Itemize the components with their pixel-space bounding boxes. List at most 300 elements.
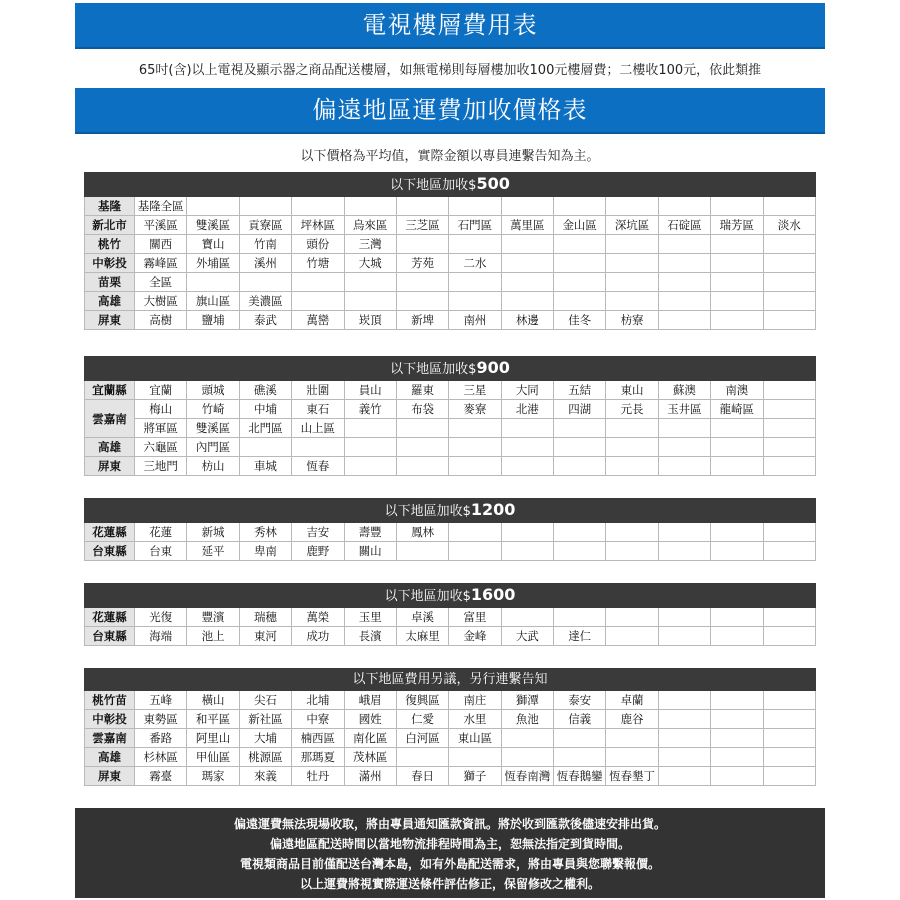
area-cell: 蘇澳 (658, 381, 710, 400)
area-cell: 東勢區 (135, 710, 187, 729)
area-cell (606, 254, 658, 273)
area-cell (501, 197, 553, 216)
area-cell (711, 608, 763, 627)
table-row (85, 523, 816, 542)
table-row (85, 419, 816, 438)
area-cell (396, 438, 448, 457)
table-row (85, 216, 816, 235)
area-cell (606, 523, 658, 542)
area-cell: 台東 (135, 542, 187, 561)
area-cell (606, 438, 658, 457)
area-cell (344, 457, 396, 476)
area-cell: 麥寮 (449, 400, 501, 419)
area-cell: 杉林區 (135, 748, 187, 767)
fee-table-900 (84, 356, 816, 476)
area-cell: 東河 (239, 627, 291, 646)
area-cell (606, 457, 658, 476)
area-cell (763, 400, 816, 419)
area-cell: 池上 (187, 627, 239, 646)
area-cell: 坪林區 (292, 216, 344, 235)
area-cell (711, 419, 763, 438)
area-cell (763, 691, 815, 710)
area-cell: 來義 (239, 767, 291, 786)
table-row (85, 748, 816, 767)
area-cell (763, 608, 816, 627)
area-cell: 信義 (554, 710, 606, 729)
area-cell (658, 608, 710, 627)
area-cell: 秀林 (239, 523, 291, 542)
area-cell (606, 627, 658, 646)
area-cell (344, 273, 396, 292)
area-cell: 雙溪區 (187, 419, 239, 438)
area-cell (658, 457, 710, 476)
area-cell: 霧峰區 (135, 254, 187, 273)
area-cell (711, 710, 763, 729)
area-cell: 豐濱 (187, 608, 239, 627)
region-cell: 苗栗 (85, 273, 135, 292)
area-cell: 楠西區 (292, 729, 344, 748)
area-cell (711, 197, 763, 216)
area-cell (187, 197, 239, 216)
area-cell (554, 419, 606, 438)
area-cell: 車城 (239, 457, 291, 476)
area-cell: 中寮 (292, 710, 344, 729)
area-cell (606, 542, 658, 561)
area-cell (763, 767, 815, 786)
area-cell (606, 273, 658, 292)
region-cell: 基隆 (85, 197, 135, 216)
footer-line: 電視類商品目前僅配送台灣本島，如有外島配送需求，將由專員與您聯繫報價。 (239, 857, 660, 871)
area-cell (501, 729, 553, 748)
area-cell: 羅東 (396, 381, 448, 400)
area-cell (396, 419, 448, 438)
area-cell: 北門區 (239, 419, 291, 438)
region-cell: 屏東 (85, 457, 135, 476)
area-cell: 東山區 (449, 729, 501, 748)
area-cell: 仁愛 (396, 710, 448, 729)
area-cell: 卑南 (239, 542, 291, 561)
region-cell: 高雄 (85, 292, 135, 311)
remote-fee-note: 以下價格為平均值，實際金額以專員連繫告知為主。 (300, 149, 600, 164)
area-cell: 深坑區 (606, 216, 658, 235)
area-cell: 長濱 (344, 627, 396, 646)
footer-line: 偏遠地區配送時間以當地物流排程時間為主，恕無法指定到貨時間。 (269, 837, 630, 851)
area-cell: 尖石 (239, 691, 291, 710)
area-cell: 萬里區 (501, 216, 553, 235)
area-cell (606, 292, 658, 311)
area-cell (554, 254, 606, 273)
area-cell: 石碇區 (658, 216, 710, 235)
table-row (85, 400, 816, 419)
area-cell: 恆春墾丁 (606, 767, 658, 786)
area-cell: 三灣 (344, 235, 396, 254)
area-cell (449, 419, 501, 438)
area-cell: 烏來區 (344, 216, 396, 235)
area-cell (711, 523, 763, 542)
area-cell (239, 197, 291, 216)
area-cell: 大樹區 (135, 292, 187, 311)
region-cell: 桃竹苗 (85, 691, 135, 710)
area-cell: 瑪家 (187, 767, 239, 786)
table-row (85, 254, 816, 273)
table-header-label: 以下地區加收$ (384, 504, 471, 519)
area-cell (554, 292, 606, 311)
area-cell (449, 457, 501, 476)
area-cell: 東山 (606, 381, 658, 400)
area-cell (501, 542, 553, 561)
area-cell (501, 292, 553, 311)
area-cell: 玉里 (344, 608, 396, 627)
area-cell (239, 438, 291, 457)
area-cell (658, 273, 710, 292)
area-cell (344, 292, 396, 311)
area-cell: 礁溪 (239, 381, 291, 400)
table-row (85, 235, 816, 254)
area-cell: 枋寮 (606, 311, 658, 330)
area-cell (658, 523, 710, 542)
table-row (85, 311, 816, 330)
area-cell: 北埔 (292, 691, 344, 710)
table-row (85, 292, 816, 311)
area-cell: 竹南 (239, 235, 291, 254)
area-cell: 延平 (187, 542, 239, 561)
area-cell: 東石 (292, 400, 344, 419)
area-cell (711, 542, 763, 561)
area-cell: 崁頂 (344, 311, 396, 330)
table-row (85, 197, 816, 216)
area-cell (606, 748, 658, 767)
area-cell (292, 292, 344, 311)
footer-notice (75, 808, 825, 898)
area-cell: 鹿谷 (606, 710, 658, 729)
area-cell: 南化區 (344, 729, 396, 748)
area-cell (606, 419, 658, 438)
area-cell (658, 235, 710, 254)
area-cell (501, 457, 553, 476)
area-cell (711, 729, 763, 748)
area-cell: 鹿野 (292, 542, 344, 561)
region-cell: 新北市 (85, 216, 135, 235)
area-cell (344, 197, 396, 216)
region-cell: 中彰投 (85, 710, 135, 729)
footer-line: 以上運費將視實際運送條件評估修正，保留修改之權利。 (299, 877, 600, 891)
area-cell (344, 438, 396, 457)
area-cell (658, 197, 710, 216)
area-cell (396, 235, 448, 254)
fee-table-1200 (84, 498, 816, 561)
area-cell (344, 419, 396, 438)
area-cell: 茂林區 (344, 748, 396, 767)
area-cell: 六龜區 (135, 438, 187, 457)
area-cell: 太麻里 (396, 627, 448, 646)
region-cell: 台東縣 (85, 627, 135, 646)
table-row (85, 691, 816, 710)
floor-fee-note: 65吋(含)以上電視及顯示器之商品配送樓層，如無電梯則每層樓加收100元樓層費；二樓收100元，依此類推 (138, 63, 762, 78)
area-cell: 魚池 (501, 710, 553, 729)
area-cell: 恆春南灣 (501, 767, 553, 786)
region-cell: 屏東 (85, 311, 135, 330)
area-cell: 關西 (135, 235, 187, 254)
area-cell (658, 254, 710, 273)
area-cell: 瑞芳區 (711, 216, 763, 235)
area-cell: 四湖 (554, 400, 606, 419)
area-cell: 竹崎 (187, 400, 239, 419)
area-cell (554, 235, 606, 254)
table-header-amount: 1200 (470, 500, 516, 519)
area-cell: 鳳林 (396, 523, 448, 542)
area-cell: 二水 (449, 254, 501, 273)
area-cell (711, 691, 763, 710)
area-cell (658, 292, 710, 311)
area-cell: 寶山 (187, 235, 239, 254)
table-row (85, 273, 816, 292)
area-cell: 貢寮區 (239, 216, 291, 235)
area-cell (658, 691, 710, 710)
area-cell (554, 273, 606, 292)
area-cell (711, 292, 763, 311)
region-cell: 高雄 (85, 438, 135, 457)
area-cell: 泰安 (554, 691, 606, 710)
area-cell: 山上區 (292, 419, 344, 438)
table-row (85, 767, 816, 786)
area-cell: 枋山 (187, 457, 239, 476)
area-cell (763, 542, 816, 561)
area-cell: 新埤 (396, 311, 448, 330)
area-cell: 淡水 (763, 216, 816, 235)
area-cell: 大武 (501, 627, 553, 646)
table-row (85, 710, 816, 729)
table-header-label: 以下地區費用另議，另行連繫告知 (352, 672, 548, 687)
area-cell: 三地門 (135, 457, 187, 476)
table-row (85, 608, 816, 627)
area-cell (763, 523, 816, 542)
area-cell (658, 311, 710, 330)
area-cell (763, 311, 816, 330)
area-cell (711, 438, 763, 457)
area-cell: 美濃區 (239, 292, 291, 311)
table-row (85, 438, 816, 457)
area-cell: 將軍區 (135, 419, 187, 438)
area-cell: 北港 (501, 400, 553, 419)
area-cell: 吉安 (292, 523, 344, 542)
area-cell: 基隆全區 (135, 197, 187, 216)
table-row (85, 729, 816, 748)
area-cell (396, 292, 448, 311)
area-cell (606, 608, 658, 627)
area-cell: 那瑪夏 (292, 748, 344, 767)
area-cell: 桃源區 (239, 748, 291, 767)
area-cell: 峨眉 (344, 691, 396, 710)
area-cell: 白河區 (396, 729, 448, 748)
area-cell: 梅山 (135, 400, 187, 419)
area-cell: 達仁 (554, 627, 606, 646)
area-cell (711, 767, 763, 786)
area-cell (606, 729, 658, 748)
area-cell: 大城 (344, 254, 396, 273)
area-cell (711, 457, 763, 476)
area-cell (501, 235, 553, 254)
remote-area-fee-title: 偏遠地區運費加收價格表 (75, 88, 825, 132)
area-cell (711, 273, 763, 292)
area-cell (658, 710, 710, 729)
area-cell: 光復 (135, 608, 187, 627)
area-cell: 霧臺 (135, 767, 187, 786)
table-header-amount: 1600 (470, 585, 516, 604)
area-cell (292, 438, 344, 457)
region-cell: 雲嘉南 (85, 400, 135, 438)
table-header-amount: 500 (476, 174, 510, 193)
area-cell (763, 457, 816, 476)
area-cell (449, 542, 501, 561)
table-header-label: 以下地區加收$ (384, 589, 471, 604)
area-cell: 頭份 (292, 235, 344, 254)
area-cell: 新城 (187, 523, 239, 542)
area-cell (449, 523, 501, 542)
table-header-label: 以下地區加收$ (390, 178, 477, 193)
area-cell (606, 197, 658, 216)
tv-floor-fee-title: 電視樓層費用表 (75, 3, 825, 47)
area-cell: 獅子 (449, 767, 501, 786)
area-cell: 卓溪 (396, 608, 448, 627)
region-cell: 宜蘭縣 (85, 381, 135, 400)
area-cell: 旗山區 (187, 292, 239, 311)
region-cell: 中彰投 (85, 254, 135, 273)
area-cell (763, 710, 815, 729)
area-cell: 鹽埔 (187, 311, 239, 330)
area-cell (292, 273, 344, 292)
area-cell: 高樹 (135, 311, 187, 330)
area-cell: 卓蘭 (606, 691, 658, 710)
area-cell (239, 273, 291, 292)
area-cell: 花蓮 (135, 523, 187, 542)
area-cell (396, 542, 448, 561)
area-cell (711, 311, 763, 330)
area-cell (396, 197, 448, 216)
area-cell: 壯圍 (292, 381, 344, 400)
area-cell (501, 254, 553, 273)
area-cell (554, 197, 606, 216)
area-cell (292, 197, 344, 216)
region-cell: 雲嘉南 (85, 729, 135, 748)
area-cell (763, 438, 816, 457)
area-cell: 甲仙區 (187, 748, 239, 767)
area-cell (449, 273, 501, 292)
area-cell (554, 542, 606, 561)
area-cell: 春日 (396, 767, 448, 786)
area-cell: 玉井區 (658, 400, 710, 419)
area-cell: 壽豐 (344, 523, 396, 542)
area-cell (763, 381, 816, 400)
area-cell (501, 419, 553, 438)
area-cell (658, 729, 710, 748)
area-cell: 金峰 (449, 627, 501, 646)
area-cell: 關山 (344, 542, 396, 561)
region-cell: 桃竹 (85, 235, 135, 254)
area-cell (763, 273, 816, 292)
area-cell: 富里 (449, 608, 501, 627)
area-cell: 滿州 (344, 767, 396, 786)
area-cell (449, 292, 501, 311)
area-cell: 五峰 (135, 691, 187, 710)
area-cell (501, 608, 553, 627)
area-cell: 龍崎區 (711, 400, 763, 419)
area-cell: 新社區 (239, 710, 291, 729)
area-cell (501, 748, 553, 767)
area-cell: 成功 (292, 627, 344, 646)
area-cell (763, 197, 816, 216)
table-header (85, 669, 816, 691)
fee-table-negotiable (84, 668, 816, 786)
area-cell: 石門區 (449, 216, 501, 235)
area-cell (396, 457, 448, 476)
area-cell (658, 767, 710, 786)
area-cell (606, 235, 658, 254)
area-cell (449, 748, 501, 767)
area-cell (711, 627, 763, 646)
region-cell: 台東縣 (85, 542, 135, 561)
area-cell: 海端 (135, 627, 187, 646)
area-cell: 橫山 (187, 691, 239, 710)
area-cell: 員山 (344, 381, 396, 400)
table-header-amount: 900 (476, 358, 510, 377)
area-cell: 獅潭 (501, 691, 553, 710)
area-cell (763, 419, 816, 438)
area-cell: 水里 (449, 710, 501, 729)
area-cell (658, 627, 710, 646)
table-header (85, 584, 816, 608)
area-cell: 全區 (135, 273, 187, 292)
area-cell: 溪州 (239, 254, 291, 273)
area-cell (554, 729, 606, 748)
area-cell (187, 273, 239, 292)
area-cell: 阿里山 (187, 729, 239, 748)
area-cell: 泰武 (239, 311, 291, 330)
area-cell (763, 254, 816, 273)
table-header (85, 173, 816, 197)
area-cell (554, 523, 606, 542)
area-cell (711, 235, 763, 254)
table-header (85, 357, 816, 381)
table-row (85, 627, 816, 646)
area-cell (449, 197, 501, 216)
fee-table-1600 (84, 583, 816, 646)
fee-table-500 (84, 172, 816, 330)
table-row (85, 457, 816, 476)
area-cell: 番路 (135, 729, 187, 748)
area-cell: 林邊 (501, 311, 553, 330)
area-cell (763, 729, 815, 748)
area-cell (396, 273, 448, 292)
area-cell (554, 457, 606, 476)
area-cell: 大同 (501, 381, 553, 400)
area-cell: 萬巒 (292, 311, 344, 330)
area-cell: 芳苑 (396, 254, 448, 273)
area-cell (763, 292, 816, 311)
area-cell: 瑞穗 (239, 608, 291, 627)
area-cell: 南庄 (449, 691, 501, 710)
area-cell (396, 748, 448, 767)
area-cell: 大埔 (239, 729, 291, 748)
area-cell (554, 438, 606, 457)
table-header (85, 499, 816, 523)
area-cell (763, 235, 816, 254)
area-cell: 布袋 (396, 400, 448, 419)
footer-line: 偏遠運費無法現場收取，將由專員通知匯款資訊。將於收到匯款後儘速安排出貨。 (233, 817, 666, 831)
table-row (85, 542, 816, 561)
area-cell: 佳冬 (554, 311, 606, 330)
area-cell (501, 523, 553, 542)
area-cell (449, 438, 501, 457)
